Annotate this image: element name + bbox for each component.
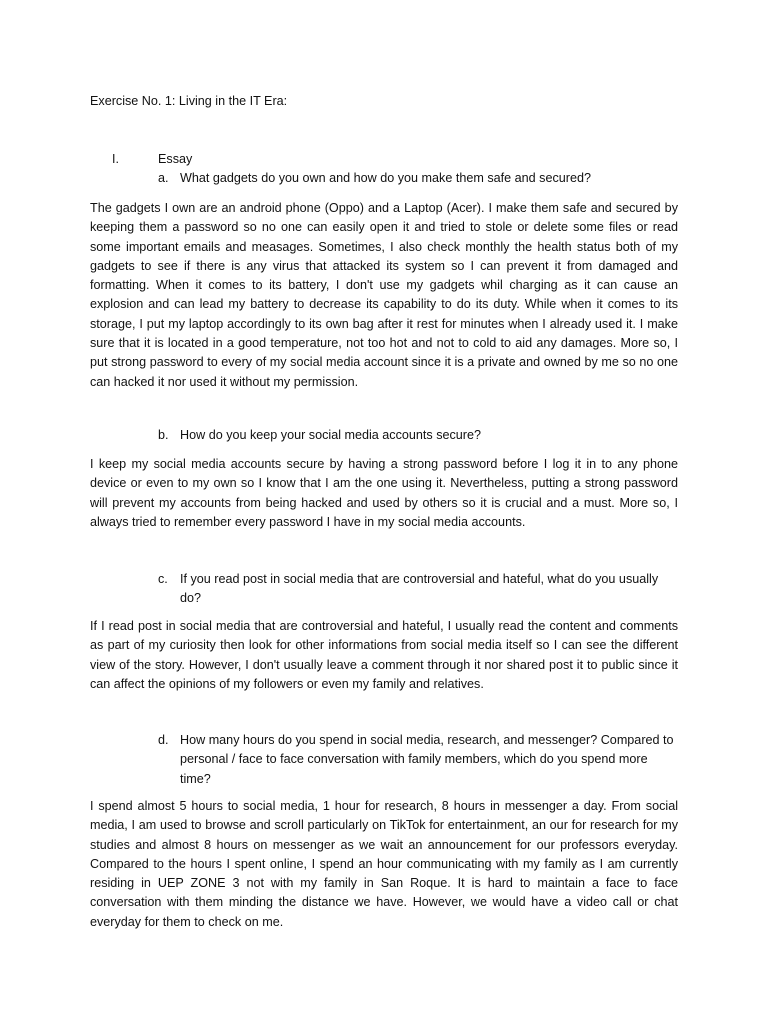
- answer-d-paragraph: I spend almost 5 hours to social media, 1 hour for research, 8 hours in messenger a day. From social media, I am used to browse and scroll particularly on TikTok for entertainment, an our for research for my studies and almost 8 hours on messenger as we wait an announcement for our professors everyday. Compared to the hours I spent online, I spend an hour communicating with my family as I am currently residing in UEP ZONE 3 not with my family in San Roque. It is hard to maintain a face to face conversation with them minding the distance we have. However, we would have a video call or chat everyday for them to check on me.: [90, 799, 678, 929]
- answer-a-paragraph: The gadgets I own are an android phone (Oppo) and a Laptop (Acer). I make them safe and secured by keeping them a password so no one can easily open it and tried to stole or delete some files or read some important emails and measages. Sometimes, I also check monthly the health status both of my gadgets to see if there is any virus that attacked its system so I can prevent it from damaged and formatting. When it comes to its battery, I don't use my gadgets whil charging as it can cause an explosion and can lead my battery to decrease its capability to do its duty. While when it comes to its storage, I put my laptop accordingly to its own bag after it rest for minutes when I already used it. I make sure that it is located in a good temperature, not too hot and not to cold to aid any damages. More so, I put strong password to every of my social media account since it is a private and owned by me so no one can hacked it nor used it without my permission.: [90, 201, 678, 389]
- question-a-prompt: What gadgets do you own and how do you make them safe and secured?: [180, 171, 591, 185]
- question-d-letter: d.: [158, 733, 169, 747]
- section-heading: Essay: [158, 152, 193, 166]
- question-d-prompt: How many hours do you spend in social media, research, and messenger? Compared to personal / face to face conversation with family members, which do you spend more time?: [180, 733, 674, 786]
- answer-b-paragraph: I keep my social media accounts secure by having a strong password before I log it in to any phone device or even to my own so I know that I am the one using it. Nevertheless, putting a strong password will prevent my accounts from being hacked and used by others so it is crucial and a must. More so, I always tried to remember every password I have in my social media accounts.: [90, 457, 678, 529]
- question-c-prompt: If you read post in social media that are controversial and hateful, what do you usually do?: [180, 572, 659, 606]
- question-a-letter: a.: [158, 171, 169, 185]
- question-b-letter: b.: [158, 428, 169, 442]
- question-b-prompt: How do you keep your social media accounts secure?: [180, 428, 482, 442]
- answer-c-paragraph: If I read post in social media that are controversial and hateful, I usually read the content and comments as part of my curiosity then look for other informations from social media itself so I can see the different view of the story. However, I don't usually leave a comment through it nor shared post it to public since it can affect the opinions of my followers or even my family and relatives.: [90, 619, 678, 691]
- document-title: Exercise No. 1: Living in the IT Era:: [90, 94, 288, 108]
- section-numeral: I.: [112, 152, 119, 166]
- question-c-letter: c.: [158, 572, 168, 586]
